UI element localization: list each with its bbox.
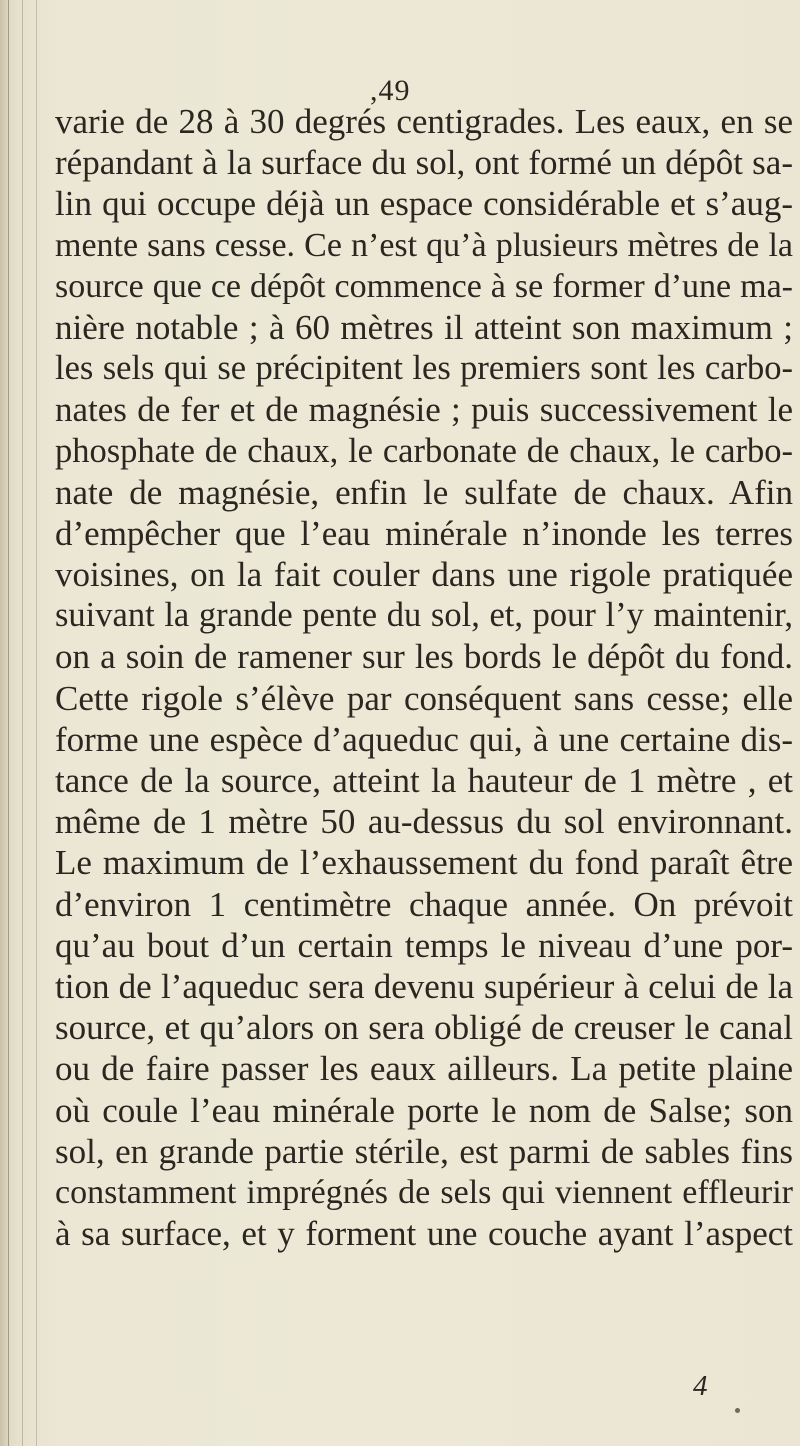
text-line: mente sans cesse. Ce n’est qu’à plusieurs mètres de la (55, 226, 793, 264)
ink-speck (735, 1408, 740, 1413)
page-edge-line (22, 0, 23, 1446)
text-line: Cette rigole s’élève par conséquent sans cesse; elle (55, 678, 793, 718)
text-line: suivant la grande pente du sol, et, pour l’y maintenir, (55, 596, 793, 635)
text-line: tion de l’aqueduc sera devenu supérieur à celui de la (55, 966, 793, 1006)
text-line: où coule l’eau minérale porte le nom de Salse; son (55, 1090, 793, 1130)
text-line: même de 1 mètre 50 au-dessus du sol environnant. (55, 802, 793, 842)
text-line: constamment imprégnés de sels qui viennent effleurir (55, 1173, 793, 1211)
text-line: à sa surface, et y forment une couche ayant l’aspect (55, 1214, 793, 1254)
text-line: source, et qu’alors on sera obligé de creuser le canal (55, 1008, 793, 1048)
text-line: forme une espèce d’aqueduc qui, à une certaine dis- (55, 719, 793, 759)
text-line: d’environ 1 centimètre chaque année. On prévoit (55, 884, 793, 924)
signature-mark: 4 (693, 1370, 708, 1402)
text-line: phosphate de chaux, le carbonate de chaux, le carbo- (55, 431, 793, 470)
text-line: on a soin de ramener sur les bords le dépôt du fond. (55, 637, 793, 677)
body-text (55, 101, 793, 1254)
text-line: sol, en grande partie stérile, est parmi de sables fins (55, 1131, 793, 1171)
text-line: qu’au bout d’un certain temps le niveau d’une por- (55, 925, 793, 965)
text-line: d’empêcher que l’eau minérale n’inonde les terres (55, 513, 793, 553)
text-line: nates de fer et de magnésie ; puis successivement le (55, 390, 793, 430)
page-edge-line (8, 0, 9, 1446)
text-line: source que ce dépôt commence à se former d’une ma- (55, 267, 793, 305)
text-line: répandant à la surface du sol, ont formé un dépôt sa- (55, 143, 793, 183)
text-line: nate de magnésie, enfin le sulfate de chaux. Afin (55, 472, 793, 512)
text-line: les sels qui se précipitent les premiers sont les carbo- (55, 349, 793, 388)
text-line: Le maximum de l’exhaussement du fond paraît être (55, 843, 793, 883)
text-line: tance de la source, atteint la hauteur de 1 mètre , et (55, 761, 793, 800)
text-line: varie de 28 à 30 degrés centigrades. Les eaux, en se (55, 102, 793, 141)
page-number: ,49 (370, 74, 411, 107)
text-line: nière notable ; à 60 mètres il atteint son maximum ; (55, 307, 793, 347)
text-line: lin qui occupe déjà un espace considérable et s’aug- (55, 184, 793, 224)
text-line: voisines, on la fait couler dans une rigole pratiquée (55, 555, 793, 595)
text-line: ou de faire passer les eaux ailleurs. La petite plaine (55, 1049, 793, 1089)
page-edge-line (36, 0, 37, 1446)
